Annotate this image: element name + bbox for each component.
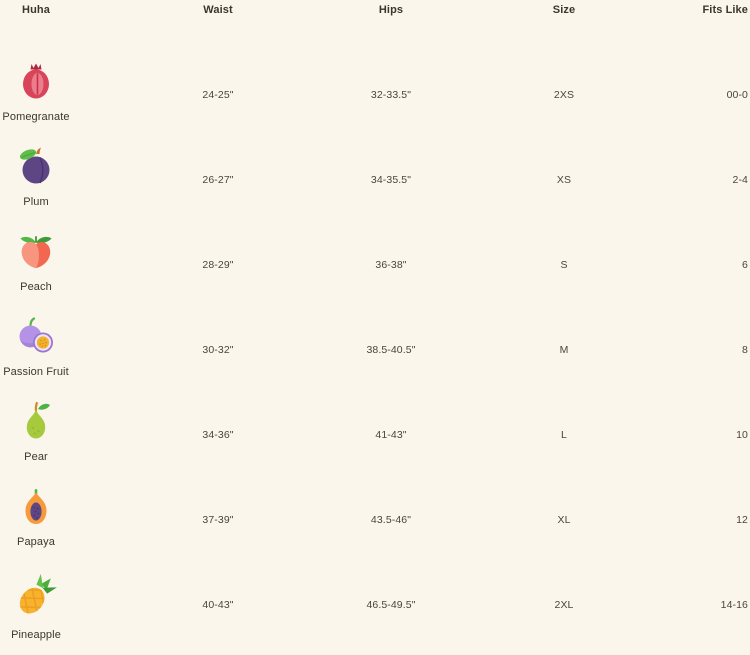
fruit-name-label: Passion Fruit [3,366,69,378]
table-row [0,52,750,137]
size-value: XL [557,513,571,526]
table-row [0,307,750,392]
hips-value: 38.5-40.5" [366,343,416,356]
table-row [0,562,750,647]
waist-value: 26-27" [202,173,234,186]
fits-like-value: 00-0 [726,88,748,101]
size-value: 2XS [553,88,575,101]
waist-value: 40-43" [202,598,234,611]
pineapple-icon [12,570,60,622]
size-value: XS [556,173,572,186]
fruit-name-label: Pear [24,451,48,463]
hips-value: 32-33.5" [370,88,412,101]
waist-value: 28-29" [202,258,234,271]
waist-value: 34-36" [202,428,234,441]
size-value: S [560,258,568,271]
table-row [0,137,750,222]
table-row [0,392,750,477]
fruit-cell-peach [0,222,72,315]
pomegranate-icon [16,60,56,104]
waist-value: 24-25" [202,88,234,101]
fruit-cell-pineapple [0,562,72,655]
fruit-cell-plum [0,137,72,230]
fits-like-value: 2-4 [732,173,748,186]
column-header-size: Size [552,4,576,16]
fruit-name-label: Pineapple [11,629,61,641]
pear-icon [16,400,56,444]
fits-like-value: 8 [742,343,748,356]
fruit-name-label: Peach [20,281,52,293]
hips-value: 41-43" [375,428,407,441]
size-value: M [559,343,569,356]
fruit-cell-papaya [0,477,72,570]
fruit-name-label: Pomegranate [2,111,70,123]
waist-value: 37-39" [202,513,234,526]
fruit-name-label: Plum [23,196,49,208]
size-value: 2XL [554,598,574,611]
hips-value: 34-35.5" [370,173,412,186]
column-header-hips: Hips [378,4,404,16]
papaya-icon [16,485,56,529]
hips-value: 46.5-49.5" [366,598,416,611]
plum-icon [16,145,56,189]
table-row [0,477,750,562]
fits-like-value: 14-16 [720,598,748,611]
table-header [0,0,750,52]
hips-value: 43.5-46" [370,513,412,526]
column-header-waist: Waist [203,4,233,16]
fits-like-value: 6 [742,258,748,271]
column-header-fits-like: Fits Like [702,4,748,16]
fits-like-value: 12 [736,513,748,526]
column-header-huha: Huha [22,4,50,16]
table-row [0,222,750,307]
fits-like-value: 10 [736,428,748,441]
fruit-cell-pomegranate [0,52,72,145]
waist-value: 30-32" [202,343,234,356]
fruit-cell-passion-fruit [0,307,72,400]
hips-value: 36-38" [375,258,407,271]
fruit-name-label: Papaya [17,536,55,548]
peach-icon [16,230,56,274]
passion-fruit-icon [16,315,56,359]
size-value: L [561,428,567,441]
fruit-cell-pear [0,392,72,485]
